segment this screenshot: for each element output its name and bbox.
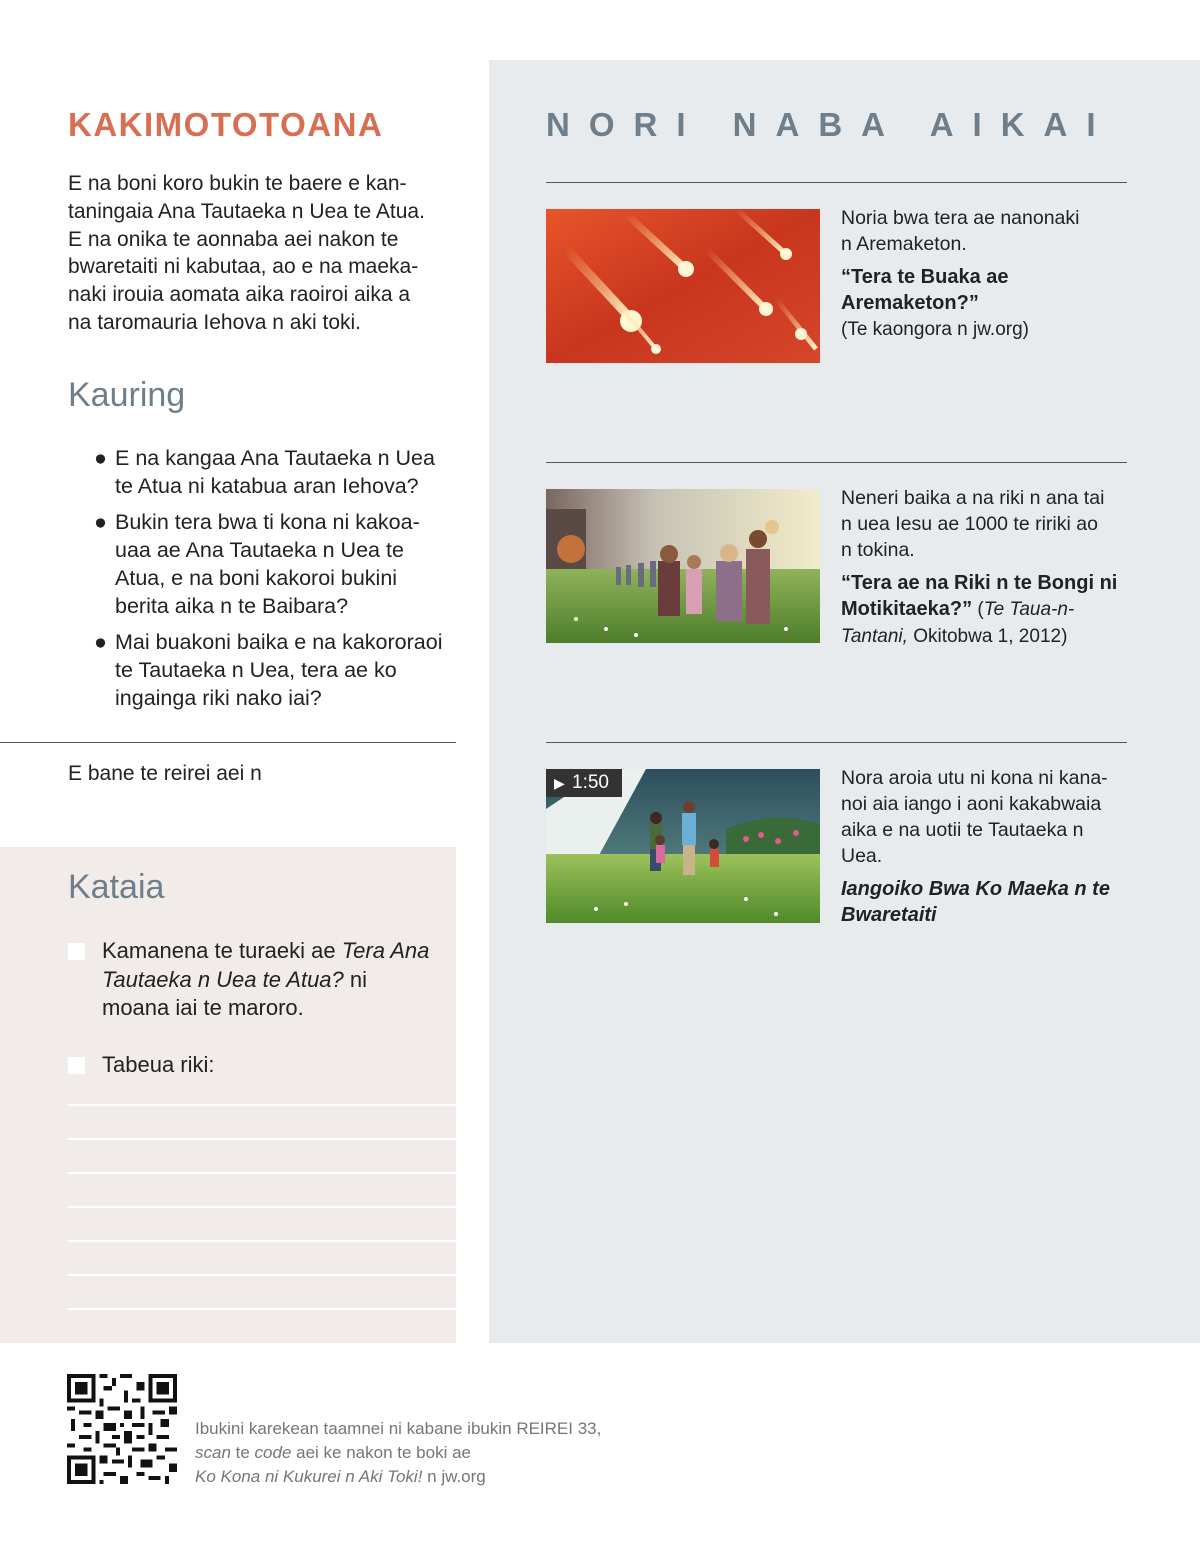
video-duration-badge[interactable] xyxy=(546,769,622,797)
task-heading: Kataia xyxy=(68,868,165,906)
list-item xyxy=(90,444,460,500)
resource-description: Neneri baika a na riki n ana tai n uea Iesu ae 1000 te ririki ao n tokina. xyxy=(841,487,1105,561)
summary-heading: KAKIMOTOTOANA xyxy=(68,106,384,143)
review-question: Mai buakoni baika e na kakororaoi te Tautaeka n Uea, tera ae ko ingainga riki nako iai? xyxy=(115,630,443,710)
writing-line[interactable] xyxy=(68,1240,456,1242)
list-item xyxy=(90,628,460,712)
paradise-people-image[interactable] xyxy=(546,489,820,643)
armageddon-image[interactable] xyxy=(546,209,820,363)
divider xyxy=(546,182,1127,183)
bullet-icon: ● xyxy=(94,510,107,534)
video-duration: 1:50 xyxy=(572,772,609,793)
summary-text: E na boni koro bukin te baere e kan- taningaia Ana Tautaeka n Uea te Atua. E na onika te aonnaba aei nakon te bwaretaiti ni kabutaa, ao e na maeka- naki irouia aomata aika raoiroi aika a na taromauria Iehova n aki toki. xyxy=(68,172,425,334)
explore-heading: NORI NABA AIKAI xyxy=(546,106,1115,143)
footer-note: Ibukini karekean taamnei ni kabane ibukin REIREI 33, scan te code aei ke nakon te boki ae Ko Kona ni Kukurei n Aki Toki! n jw.org xyxy=(195,1419,602,1486)
review-question: E na kangaa Ana Tautaeka n Uea te Atua ni katabua aran Iehova? xyxy=(115,446,435,498)
resource-description: Nora aroia utu ni kona ni kana- noi aia iango i aoni kakabwaia aika e na uotii te Tautaeka n Uea. xyxy=(841,767,1108,867)
play-icon: ▶ xyxy=(554,775,565,791)
task-checkbox[interactable] xyxy=(68,943,85,960)
review-heading: Kauring xyxy=(68,376,186,414)
resource-link[interactable]: “Tera te Buaka ae Aremaketon?” (Te kaongora n jw.org) xyxy=(841,266,1029,340)
bullet-icon: ● xyxy=(94,446,107,470)
divider xyxy=(546,462,1127,463)
writing-line[interactable] xyxy=(68,1206,456,1208)
bullet-icon: ● xyxy=(94,630,107,654)
writing-line[interactable] xyxy=(68,1172,456,1174)
fill-in-prompt: E bane te reirei aei n xyxy=(68,762,262,785)
resource-link[interactable]: “Tera ae na Riki n te Bongi ni Motikitaeka?” (Te Taua-n-Tantani, Okitobwa 1, 2012) xyxy=(841,572,1118,647)
writing-line[interactable] xyxy=(68,1274,456,1276)
review-list xyxy=(90,444,460,720)
writing-line[interactable] xyxy=(68,1138,456,1140)
resource-link[interactable]: Iangoiko Bwa Ko Maeka n te Bwaretaiti xyxy=(841,878,1110,926)
task-text: Tabeua riki: xyxy=(102,1052,215,1077)
writing-line[interactable] xyxy=(68,1104,456,1106)
writing-line[interactable] xyxy=(68,1308,456,1310)
list-item xyxy=(90,508,460,620)
qr-code-icon[interactable] xyxy=(67,1374,177,1484)
task-text: Kamanena te turaeki ae Tera Ana Tautaeka n Uea te Atua? ni moana iai te maroro. xyxy=(102,938,430,1020)
review-question: Bukin tera bwa ti kona ni kakoa- uaa ae Ana Tautaeka n Uea te Atua, e na boni kakoroi bukini berita aika n te Baibara? xyxy=(115,510,420,618)
divider xyxy=(546,742,1127,743)
task-checkbox[interactable] xyxy=(68,1057,85,1074)
divider xyxy=(0,742,456,743)
resource-description: Noria bwa tera ae nanonaki n Aremaketon. xyxy=(841,207,1080,255)
task-box xyxy=(0,847,456,1343)
